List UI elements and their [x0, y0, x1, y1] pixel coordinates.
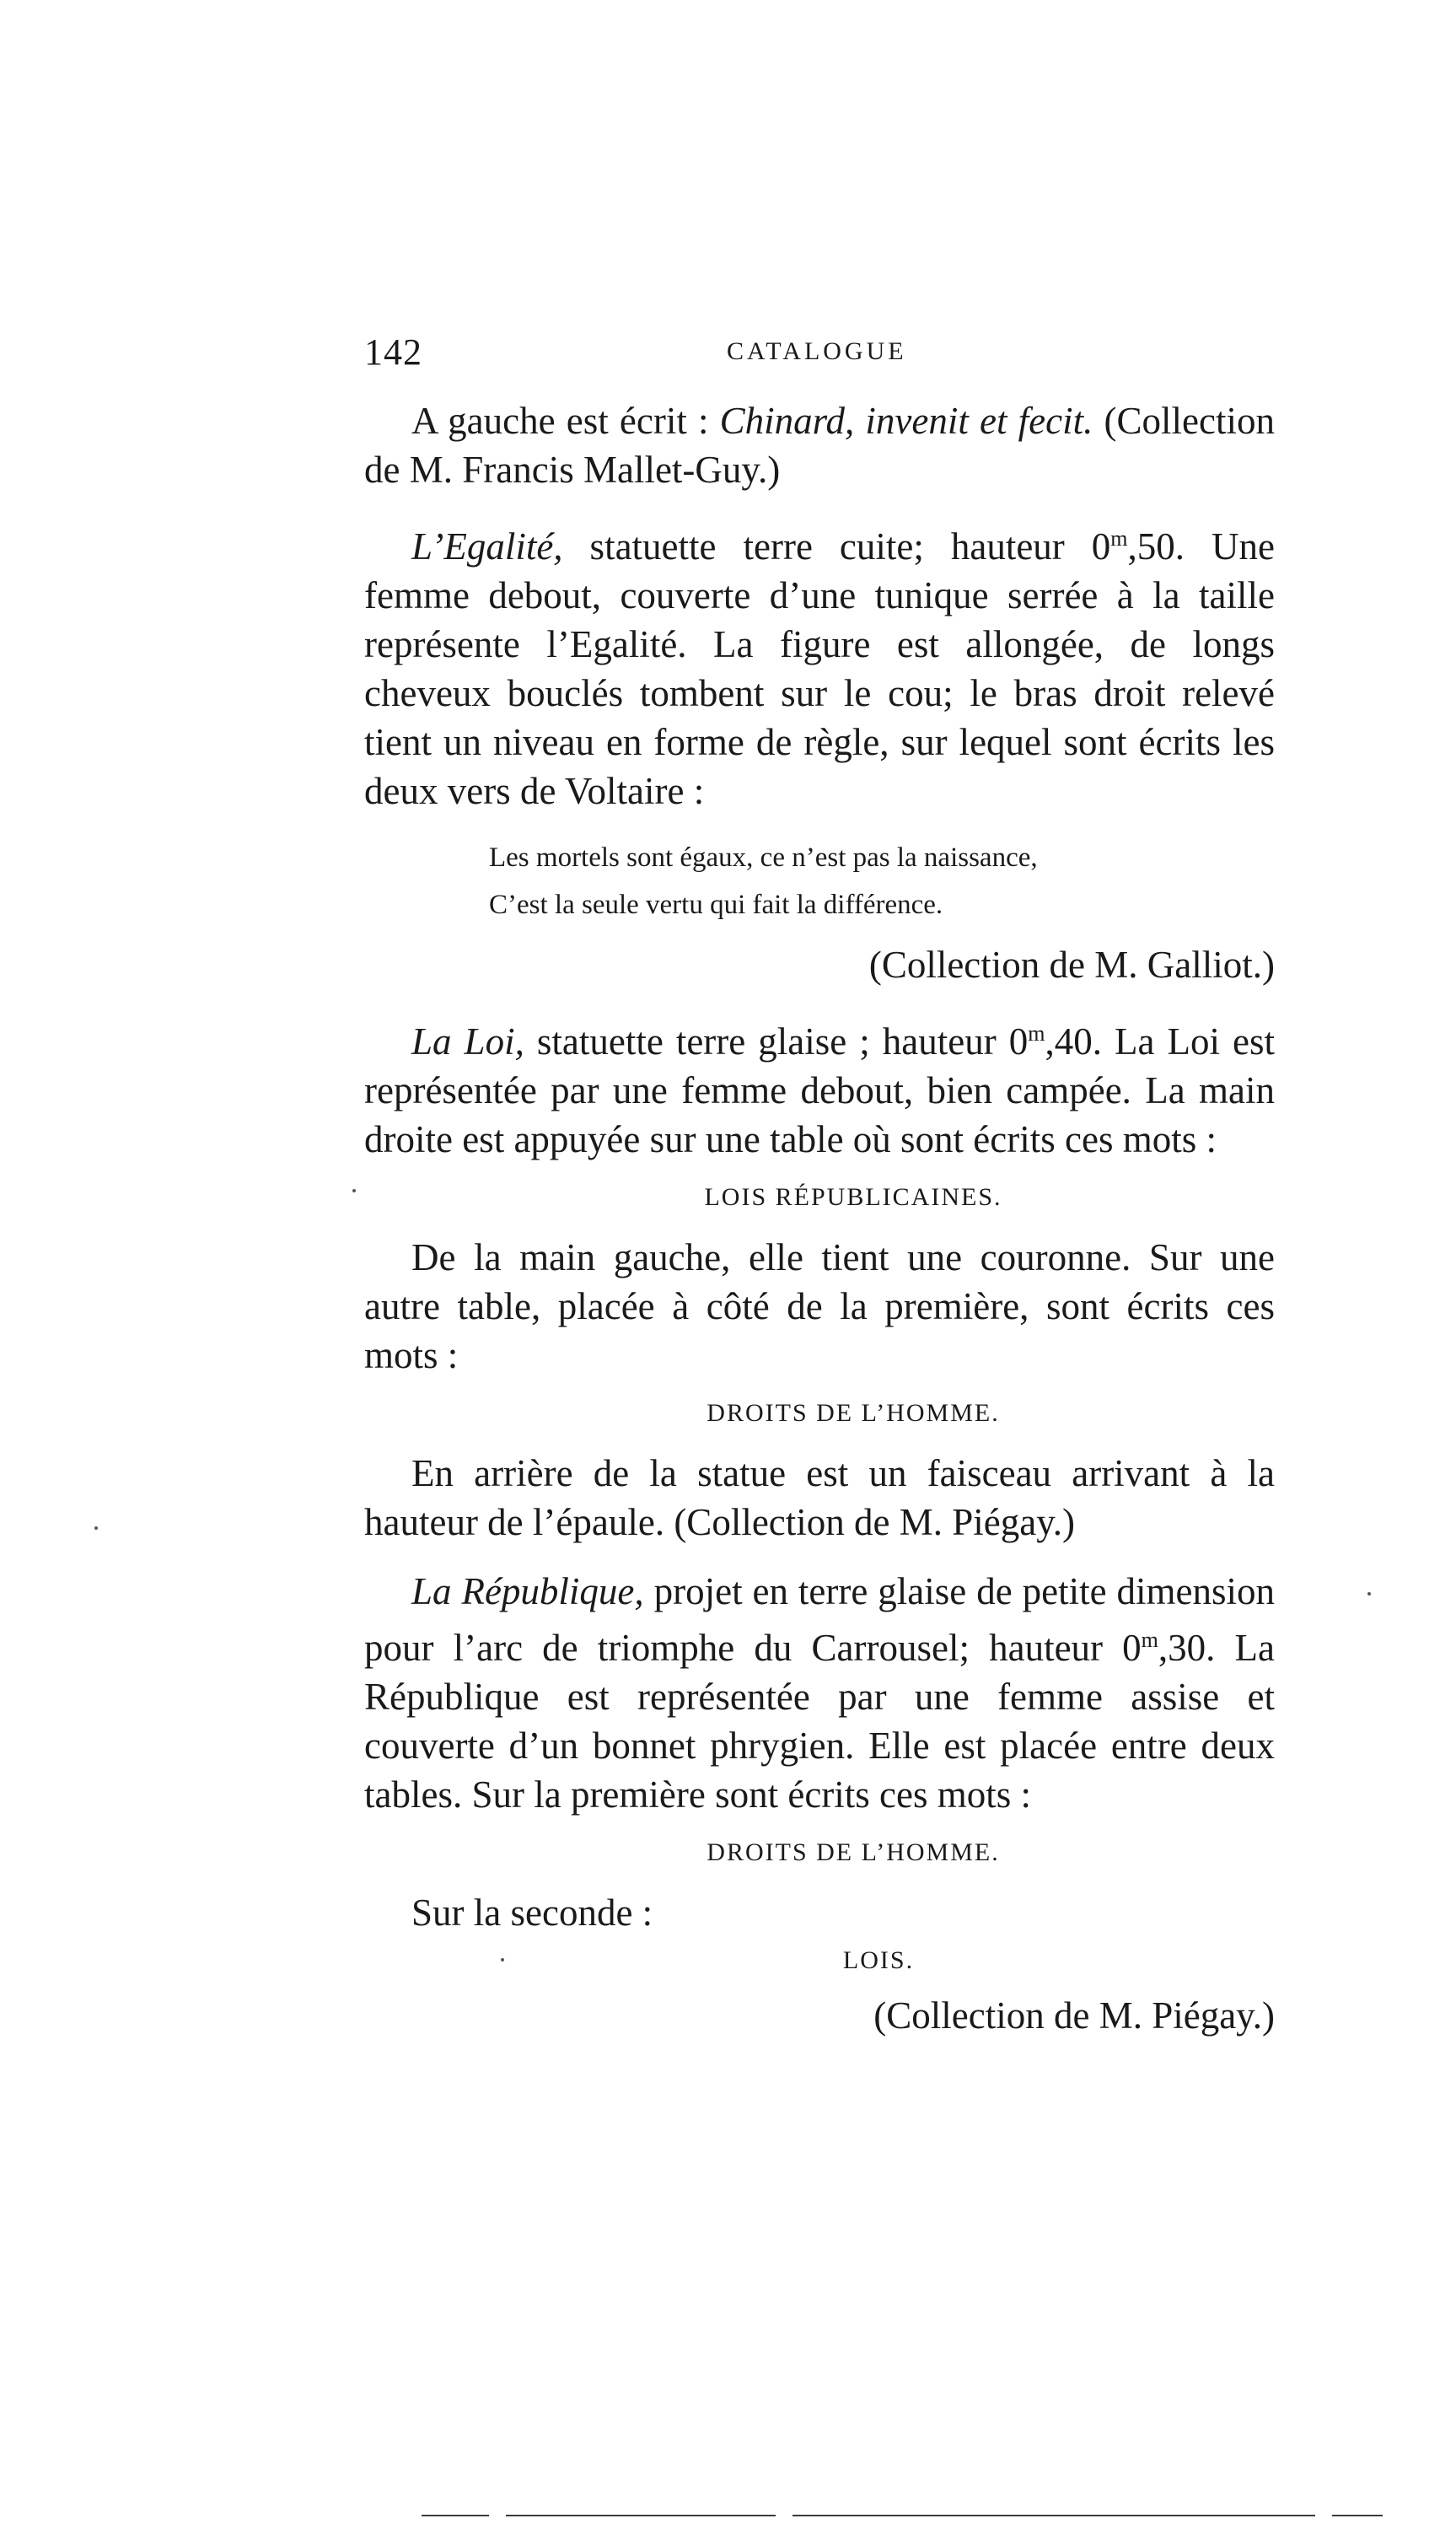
verse-line-2: C’est la seule vertu qui fait la différence. [489, 890, 943, 920]
paragraph-la-loi [364, 1009, 1275, 1164]
scan-speck [94, 1526, 98, 1530]
page-number: 142 [364, 331, 422, 373]
text-span: (Collection de M. Francis Mallet-Guy.) [364, 400, 1275, 491]
scan-speck [501, 1958, 504, 1962]
superscript-m: m [1141, 1628, 1158, 1652]
verse-line-1: Les mortels sont égaux, ce n’est pas la naissance, [489, 842, 1038, 873]
italic-title-republique: La République, [411, 1570, 644, 1612]
text-span: A gauche est écrit : [411, 400, 720, 442]
page-header [364, 331, 1275, 381]
italic-title-la-loi: La Loi, [411, 1020, 524, 1063]
inscription-droits-homme-1: DROITS DE L’HOMME. [707, 1399, 1000, 1427]
collection-credit-galliot: (Collection de M. Galliot.) [868, 944, 1275, 986]
paragraph-main-gauche: De la main gauche, elle tient une couronne. Sur une autre table, placée à côté de la première, sont écrits ces mots : [364, 1236, 1275, 1376]
bottom-rule [792, 2515, 1315, 2516]
inscription-droits-homme-2: DROITS DE L’HOMME. [707, 1838, 1000, 1866]
paragraph-egalite [364, 514, 1275, 815]
collection-credit-piegay: (Collection de M. Piégay.) [873, 1994, 1275, 2037]
italic-title-egalite: L’Egalité, [411, 525, 563, 568]
scan-speck [1367, 1592, 1371, 1596]
paragraph-republique [364, 1567, 1275, 1819]
text-span: ,50. Une femme debout, couverte d’une tunique serrée à la taille représente l’Egalité. La figure est allongée, de longs cheveux bouclés tombent sur le cou; le bras droit relevé tient un niveau en forme de règle, sur lequel sont écrits les deux vers de Voltaire : [364, 525, 1275, 812]
voltaire-verse [489, 834, 1275, 928]
superscript-m: m [1110, 526, 1128, 551]
italic-inscription: Chinard, invenit et fecit. [719, 400, 1093, 442]
running-head: CATALOGUE [727, 337, 907, 365]
inscription-lois: LOIS. [842, 1946, 915, 1974]
bottom-rule [506, 2515, 776, 2516]
scan-speck [352, 1189, 356, 1192]
text-span: statuette terre cuite; hauteur 0 [562, 525, 1111, 568]
text-span: ,40. La Loi est représentée par une femme debout, bien campée. La main droite est appuyée sur une table où sont écrits ces mots : [364, 1020, 1275, 1160]
inscription-lois-republicaines: LOIS RÉPUBLICAINES. [704, 1183, 1002, 1211]
text-span: ,30. La République est représentée par une femme assise et couverte d’un bonnet phrygien. Elle est placée entre deux tables. Sur la première sont écrits ces mots : [364, 1627, 1275, 1816]
bottom-rule [422, 2515, 489, 2516]
text-span: statuette terre glaise ; hauteur 0 [524, 1020, 1029, 1063]
body-text [364, 396, 1275, 2040]
paragraph-faisceau: En arrière de la statue est un faisceau arrivant à la hauteur de l’épaule. (Collection de M. Piégay.) [364, 1452, 1275, 1543]
superscript-m: m [1028, 1021, 1045, 1046]
paragraph-chinard [364, 396, 1275, 494]
bottom-rule [1332, 2515, 1383, 2516]
text-span: projet en terre glaise de petite dimension pour l’arc de triomphe du Carrousel; hauteur 0 [364, 1570, 1276, 1669]
paragraph-seconde: Sur la seconde : [411, 1892, 653, 1934]
